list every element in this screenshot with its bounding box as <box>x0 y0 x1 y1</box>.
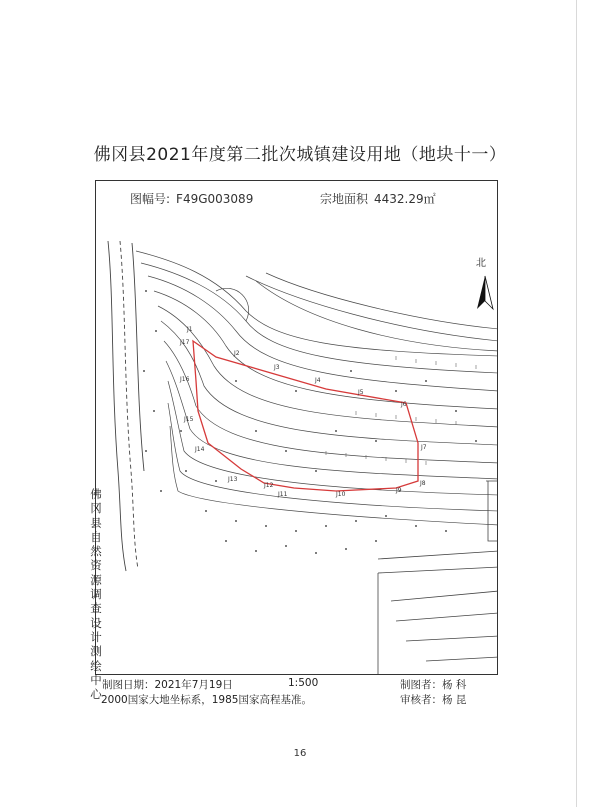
side-org-char: 中 <box>90 672 102 687</box>
point-label-j3: J3 <box>274 364 280 371</box>
topographic-map[interactable] <box>96 181 498 675</box>
side-organization-label <box>87 487 105 701</box>
page-edge <box>576 0 577 807</box>
point-label-j10: J10 <box>336 491 346 498</box>
side-org-char: 计 <box>90 629 102 644</box>
coordinate-system-note: 2000国家大地坐标系，1985国家高程基准。 <box>101 694 312 706</box>
map-sheet-value: F49G003089 <box>176 192 254 206</box>
point-label-j5: J5 <box>358 389 364 396</box>
side-org-char: 源 <box>90 572 102 587</box>
point-label-j16: J16 <box>180 376 190 383</box>
point-label-j9: J9 <box>396 487 402 494</box>
parcel-boundary[interactable] <box>193 341 418 491</box>
contour-lines <box>136 251 498 525</box>
point-label-j11: J11 <box>278 491 288 498</box>
side-org-char: 查 <box>90 601 102 616</box>
side-org-char: 佛 <box>90 487 102 501</box>
north-label: 北 <box>476 258 486 269</box>
point-label-j7: J7 <box>421 444 427 451</box>
side-org-char: 设 <box>90 615 102 630</box>
point-label-j17: J17 <box>180 339 190 346</box>
point-label-j13: J13 <box>228 476 238 483</box>
map-title: 佛冈县2021年度第二批次城镇建设用地（地块十一） <box>93 145 507 165</box>
north-arrow <box>476 257 493 309</box>
side-org-char: 自 <box>90 529 102 544</box>
side-org-char: 调 <box>90 587 102 602</box>
side-org-char: 然 <box>90 544 102 559</box>
point-label-j2: J2 <box>234 350 240 357</box>
side-org-char: 测 <box>90 644 102 659</box>
point-label-j4: J4 <box>315 377 321 384</box>
point-label-j15: J15 <box>184 416 194 423</box>
side-org-char: 绘 <box>90 658 102 673</box>
road-lines <box>108 241 144 571</box>
point-label-j1: J1 <box>187 326 193 333</box>
drafter: 制图者：杨 科 <box>400 679 467 691</box>
point-label-j6: J6 <box>401 401 407 408</box>
map-scale: 1:500 <box>288 677 319 689</box>
point-label-j12: J12 <box>264 482 274 489</box>
reviewer: 审核者：杨 昆 <box>400 694 467 706</box>
side-org-char: 心 <box>90 687 102 702</box>
point-label-j8: J8 <box>420 480 426 487</box>
page-number: 16 <box>293 748 307 759</box>
point-label-j14: J14 <box>195 446 205 453</box>
contour-ticks <box>326 356 476 465</box>
map-sheet-label: 图幅号: <box>130 192 171 206</box>
parcel-area-label: 宗地面积 <box>320 192 369 206</box>
parcel-area-value: 4432.29㎡ <box>374 192 436 206</box>
side-org-char: 资 <box>90 558 102 573</box>
drawing-date: 制图日期：2021年7月19日 <box>102 679 233 691</box>
map-frame[interactable] <box>95 180 498 675</box>
side-org-char: 冈 <box>90 501 102 516</box>
side-org-char: 县 <box>90 515 102 530</box>
